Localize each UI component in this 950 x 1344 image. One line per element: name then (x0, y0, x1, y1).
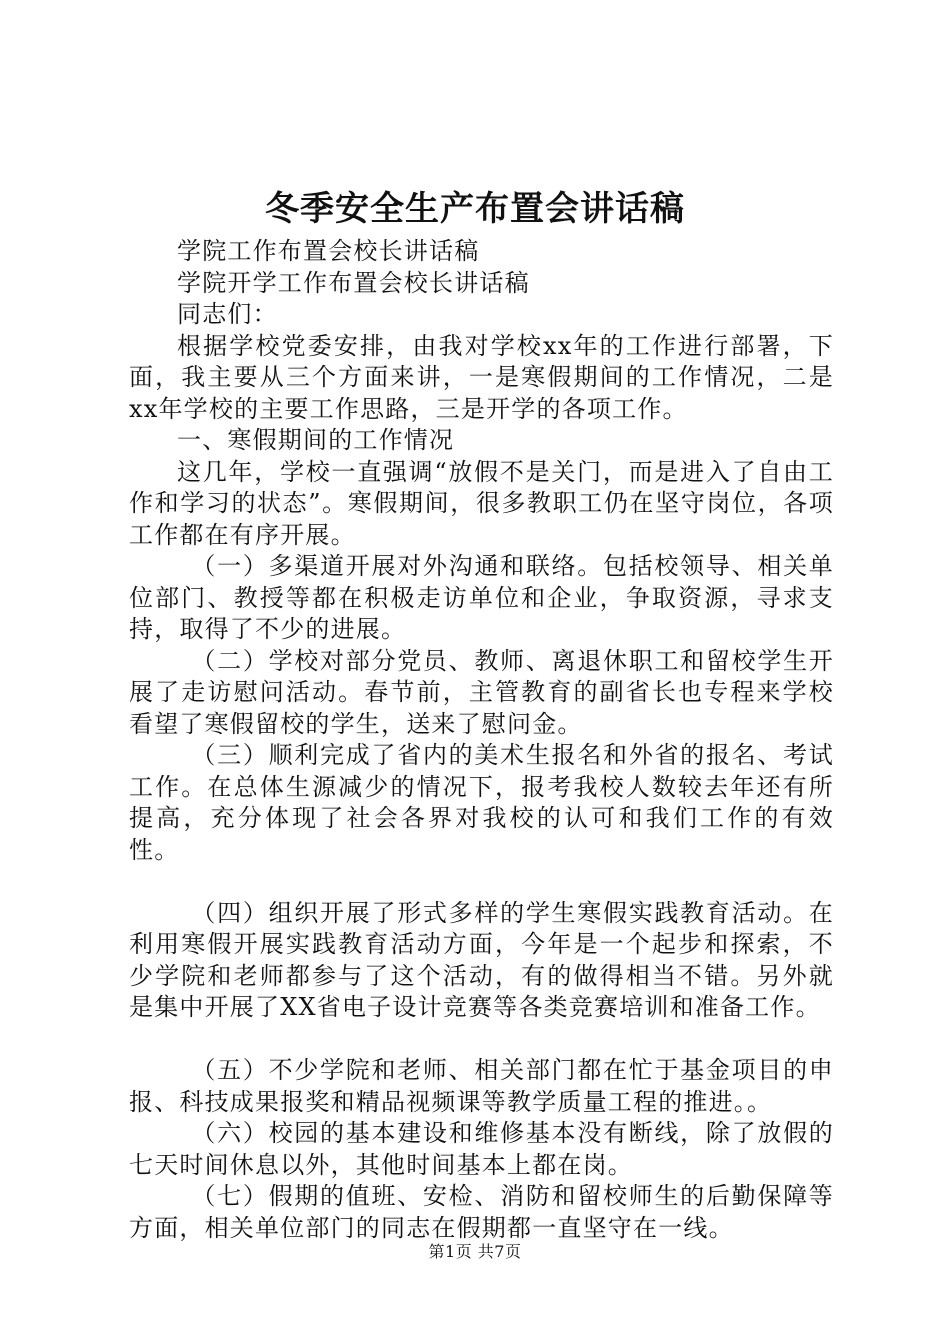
paragraph-subtitle-1: 学院工作布置会校长讲话稿 (177, 237, 480, 265)
paragraph-overview: 这几年，学校一直强调“放假不是关门，而是进入了自由工作和学习的状态”。寒假期间，很多教职工仍在坚守岗位，各项工作都在有序开展。 (129, 457, 834, 549)
document-body (129, 236, 834, 1244)
paragraph-subtitle-2: 学院开学工作布置会校长讲话稿 (177, 268, 530, 297)
page-number-footer: 第1页 共7页 (428, 1242, 522, 1261)
paragraph-intro: 根据学校党委安排，由我对学校xx年的工作进行部署，下面，我主要从三个方面来讲，一是寒假期间的工作情况，二是xx年学校的主要工作思路，三是开学的各项工作。 (129, 331, 834, 423)
document-title: 冬季安全生产布置会讲话稿 (265, 189, 685, 229)
paragraph-item-6: （六）校园的基本建设和维修基本没有断线，除了放假的七天时间休息以外，其他时间基本上都在岗。 (129, 1119, 834, 1179)
paragraph-salutation: 同志们： (177, 300, 278, 328)
paragraph-item-5: （五）不少学院和老师、相关部门都在忙于基金项目的申报、科技成果报奖和精品视频课等教学质量工程的推进。。 (129, 1056, 834, 1116)
paragraph-item-3: （三）顺利完成了省内的美术生报名和外省的报名、考试工作。在总体生源减少的情况下，报考我校人数较去年还有所提高，充分体现了社会各界对我校的认可和我们工作的有效性。 (129, 741, 834, 864)
paragraph-item-2: （二）学校对部分党员、教师、离退休职工和留校学生开展了走访慰问活动。春节前，主管教育的副省长也专程来学校看望了寒假留校的学生，送来了慰问金。 (129, 646, 834, 738)
paragraph-item-7: （七）假期的值班、安检、消防和留校师生的后勤保障等方面，相关单位部门的同志在假期都一直坚守在一线。 (129, 1182, 834, 1242)
paragraph-item-4: （四）组织开展了形式多样的学生寒假实践教育活动。在利用寒假开展实践教育活动方面，今年是一个起步和探索，不少学院和老师都参与了这个活动，有的做得相当不错。另外就是集中开展了XX省电子设计竞赛等各类竞赛培训和准备工作。 (129, 898, 834, 1021)
paragraph-item-1: （一）多渠道开展对外沟通和联络。包括校领导、相关单位部门、教授等都在积极走访单位和企业，争取资源，寻求支持，取得了不少的进展。 (129, 552, 834, 643)
section-heading-1: 一、寒假期间的工作情况 (177, 426, 455, 454)
